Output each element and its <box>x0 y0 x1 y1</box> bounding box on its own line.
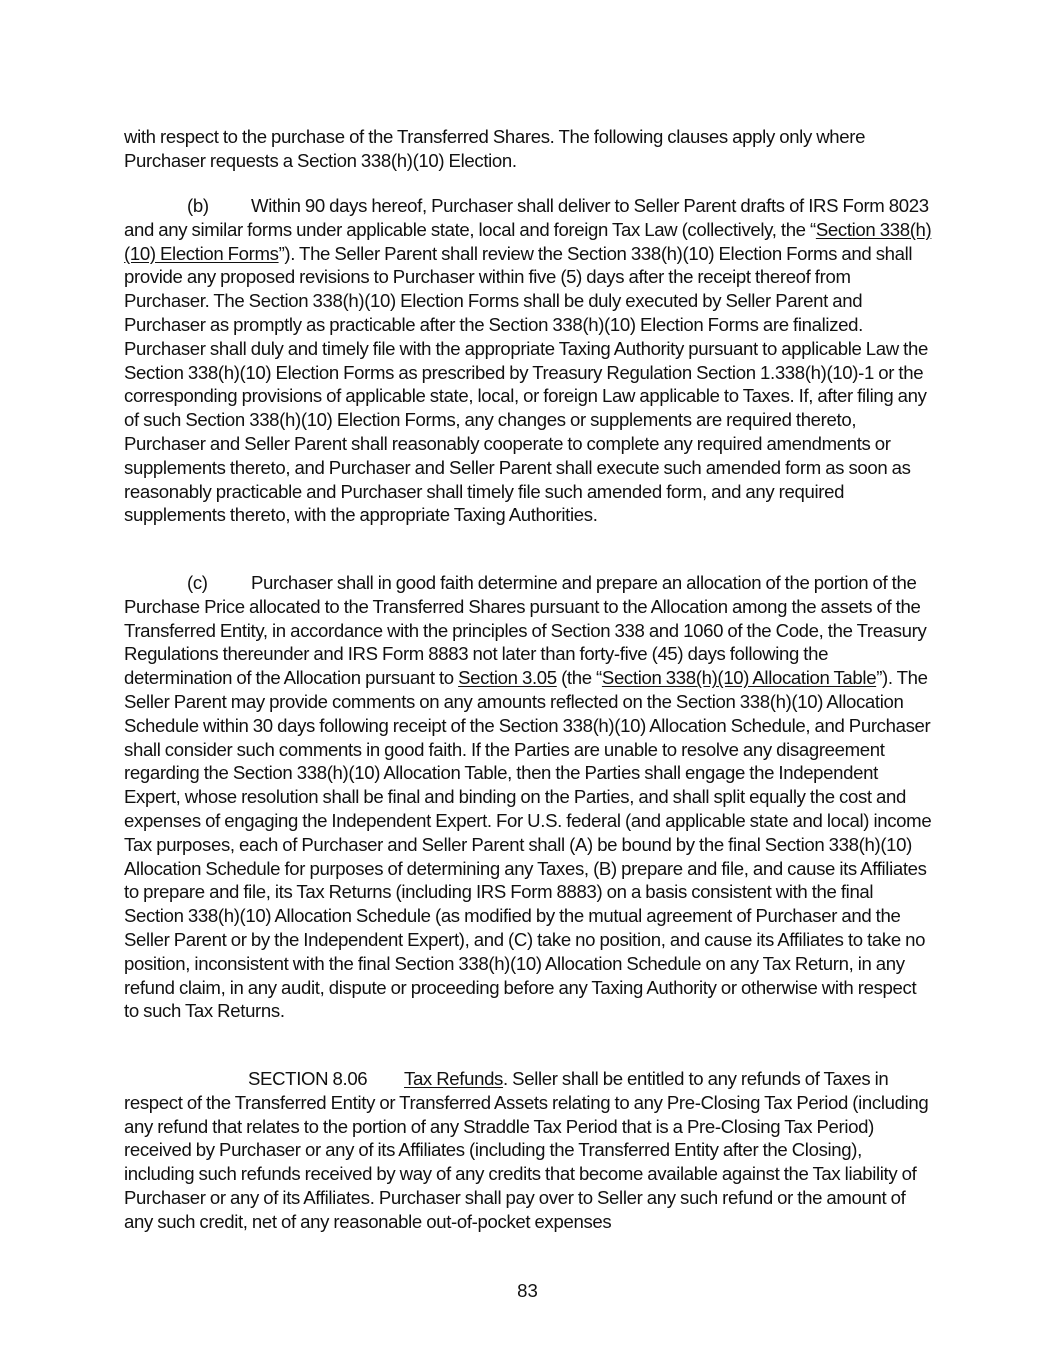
section-heading: Tax Refunds <box>404 1068 504 1089</box>
paragraph-b <box>124 194 934 527</box>
defined-term-allocation-table: Section 338(h)(10) Allocation Table <box>601 667 877 689</box>
section-8-06-text: . Seller shall be entitled to any refunds of Taxes in respect of the Transferred Entity or Transferred Assets relating to any Pre-Closing Tax Period (including any refund that relates to the portion of any Straddle Tax Period that is a Pre-Closing Tax Period) received by Purchaser or any of its Affiliates (including the Transferred Entity after the Closing), including such refunds received by way of any credits that become available against the Tax liability of Purchaser or any of its Affiliates. Purchaser shall pay over to Seller any such refund or the amount of any such credit, net of any reasonable out-of-pocket expenses <box>124 1068 929 1232</box>
paragraph-c-text-middle: (the “ <box>556 667 602 689</box>
paragraph-intro-text: with respect to the purchase of the Transferred Shares. The following clauses apply only where Purchaser requests a Section 338(h)(10) Election. <box>124 126 866 171</box>
paragraph-c-text-end: ”). The Seller Parent may provide comments on any amounts reflected on the Section 338(h)(10) Allocation Schedule within 30 days following receipt of the Section 338(h)(10) Allocation Schedule, and Purchaser shall consider such comments in good faith. If the Parties are unable to resolve any disagreement regarding the Section 338(h)(10) Allocation Table, then the Parties shall engage the Independent Expert, whose resolution shall be final and binding on the Parties, and shall split equally the cost and expenses of engaging the Independent Expert. For U.S. federal (and applicable state and local) income Tax purposes, each of Purchaser and Seller Parent shall (A) be bound by the final Section 338(h)(10) Allocation Schedule for purposes of determining any Taxes, (B) prepare and file, and cause its Affiliates to prepare and file, its Tax Returns (including IRS Form 8883) on a basis consistent with the final Section 338(h)(10) Allocation Schedule (as modified by the mutual agreement of Purchaser and the Seller Parent or by the Independent Expert), and (C) take no position, and cause its Affiliates to take no position, inconsistent with the final Section 338(h)(10) Allocation Schedule on any Tax Return, in any refund claim, in any audit, dispute or proceeding before any Taxing Authority or otherwise with respect to such Tax Returns. <box>124 667 932 1022</box>
section-8-06 <box>124 1067 934 1234</box>
section-number: SECTION 8.06 <box>248 1068 368 1089</box>
paragraph-b-text-end: ”). The Seller Parent shall review the Section 338(h)(10) Election Forms and shall provide any proposed revisions to Purchaser within five (5) days after the receipt thereof from Purchaser. The Section 338(h)(10) Election Forms shall be duly executed by Seller Parent and Purchaser as promptly as practicable after the Section 338(h)(10) Election Forms are finalized. Purchaser shall duly and timely file with the appropriate Taxing Authority pursuant to applicable Law the Section 338(h)(10) Election Forms as prescribed by Treasury Regulation Section 1.338(h)(10)-1 or the corresponding provisions of applicable state, local, or foreign Law applicable to Taxes. If, after filing any of such Section 338(h)(10) Election Forms, any changes or supplements are required thereto, Purchaser and Seller Parent shall reasonably cooperate to complete any required amendments or supplements thereto, and Purchaser and Seller Parent shall execute such amended form as soon as reasonably practicable and Purchaser shall timely file such amended form, and any required supplements thereto, with the appropriate Taxing Authorities. <box>124 242 928 526</box>
paragraph-intro <box>124 125 934 173</box>
paragraph-c-label: (c) <box>187 572 208 593</box>
paragraph-c-text-start: Purchaser shall in good faith determine and prepare an allocation of the portion of the Purchase Price allocated to the Transferred Shares pursuant to the Allocation among the assets of the Transferred Entity, in accordance with the principles of Section 338 and 1060 of the Code, the Treasury Regulations thereunder and IRS Form 8883 not later than forty-five (45) days following the determination of the Allocation pursuant to <box>124 572 927 689</box>
paragraph-b-text-start: Within 90 days hereof, Purchaser shall deliver to Seller Parent drafts of IRS Form 8023 and any similar forms under applicable state, local and foreign Tax Law (collectively, the “ <box>124 195 929 240</box>
section-reference-link[interactable]: Section 3.05 <box>458 667 557 689</box>
paragraph-c <box>124 571 934 1023</box>
page-number: 83 <box>517 1280 538 1301</box>
paragraph-b-label: (b) <box>187 195 209 216</box>
defined-term-election-forms: Section 338(h)(10) Election Forms <box>124 218 932 264</box>
